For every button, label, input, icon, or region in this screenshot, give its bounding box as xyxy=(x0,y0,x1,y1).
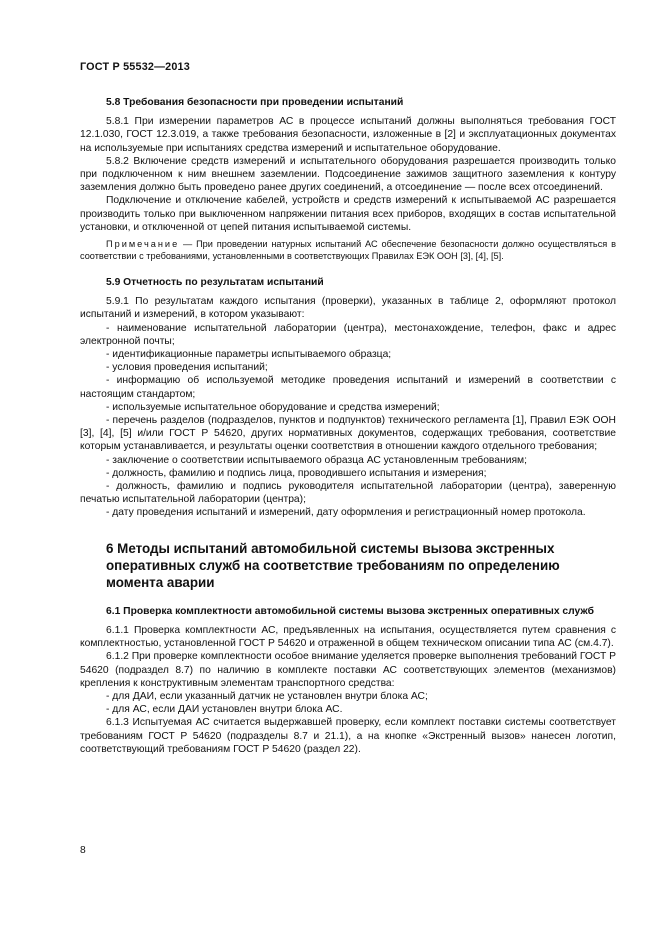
list-item: - перечень разделов (подразделов, пунктов и подпунктов) технического регламента [1], Правил ЕЭК ООН [3], [4], [5] и/или ГОСТ Р 54620, других нормативных документов, содержащих требования, соответствие которым устанавливается, и результаты оценки соответствия в отношении каждого отдельного требования; xyxy=(80,415,616,453)
section-5-8-title: 5.8 Требования безопасности при проведении испытаний xyxy=(106,97,404,108)
paragraph-5-8-2: 5.8.2 Включение средств измерений и испытательного оборудования разрешается производить только при подключенном к ним внешнем заземлении. Подсоединение зажимов защитного заземления к контуру заземления должно быть проведено ранее других соединений, а отсоединение — после всех отсоединений. xyxy=(80,155,616,194)
paragraph-6-1-2: 6.1.2 При проверке комплектности особое внимание уделяется проверке выполнения требований ГОСТ Р 54620 (подраздел 8.7) по наличию в комплекте поставки АС соответствующих элементов (механизмов) крепления к конструктивным элементам транспортного средства: xyxy=(80,651,616,689)
list-item: - для АС, если ДАИ установлен внутри блока АС. xyxy=(106,704,343,716)
section-5-9-title: 5.9 Отчетность по результатам испытаний xyxy=(106,277,324,289)
list-item: - используемые испытательное оборудование и средства измерений; xyxy=(106,401,440,413)
section-6-title: 6 Методы испытаний автомобильной системы вызова экстренных оперативных служб на соответствие требованиям по определению момента аварии xyxy=(106,540,560,590)
paragraph-6-1-3: 6.1.3 Испытуемая АС считается выдержавшей проверку, если комплект поставки системы соответствует требованиям ГОСТ Р 54620 (подразделы 8.7 и 21.1), а на кнопке «Экстренный вызов» нанесен логотип, соответствующий требованиям ГОСТ Р 54620 (раздел 22). xyxy=(80,717,616,755)
paragraph-5-9-1: 5.9.1 По результатам каждого испытания (проверки), указанных в таблице 2, оформляют протокол испытаний и измерений, в котором указывают: xyxy=(80,296,616,321)
paragraph-6-1-1: 6.1.1 Проверка комплектности АС, предъявленных на испытания, осуществляется путем сравнения с комплектностью, установленной ГОСТ Р 54620 и отраженной в общем техническом описании типа АС (см.4.7). xyxy=(80,624,616,650)
list-item: - должность, фамилию и подпись руководителя испытательной лаборатории (центра), заверенную печатью испытательной лаборатории (центра); xyxy=(80,481,616,506)
paragraph-5-8-1: 5.8.1 При измерении параметров АС в процессе испытаний должны выполняться требования ГОСТ 12.1.030, ГОСТ 12.3.019, а также требования безопасности, изложенные в [2] и эксплуатационных документах на используемые при испытаниях средства измерений и испытательное оборудование. xyxy=(80,116,616,154)
list-item: - дату проведения испытаний и измерений, дату оформления и регистрационный номер протокола. xyxy=(106,507,586,519)
document-body xyxy=(80,96,616,756)
note-label: Примечание xyxy=(106,239,180,250)
note-text: — При проведении натурных испытаний АС обеспечение безопасности должно осуществляться в соответствии с требованиями, установленными в соответствующих Правилах ЕЭК ООН [3], [4], [5]. xyxy=(80,239,616,262)
standard-code-header: ГОСТ Р 55532—2013 xyxy=(80,61,190,73)
list-item: - наименование испытательной лаборатории (центра), местонахождение, телефон, факс и адрес электронной почты; xyxy=(80,322,616,347)
section-6-1-title: 6.1 Проверка комплектности автомобильной системы вызова экстренных оперативных служб xyxy=(106,605,595,617)
list-item: - идентификационные параметры испытываемого образца; xyxy=(106,349,392,361)
list-item: - условия проведения испытаний; xyxy=(106,362,268,374)
paragraph-5-8-3: Подключение и отключение кабелей, устройств и средств измерений к испытываемой АС разрешается производить только при выключенном напряжении питания всех приборов, входящих в состав испытательной установки, и отключенной от цепей питания испытываемой системы. xyxy=(80,195,616,233)
page-number: 8 xyxy=(80,845,86,856)
list-item: - заключение о соответствии испытываемого образца АС установленным требованиям; xyxy=(106,454,527,466)
list-item: - должность, фамилию и подпись лица, проводившего испытания и измерения; xyxy=(106,467,487,479)
safety-note xyxy=(80,238,616,262)
list-item: - для ДАИ, если указанный датчик не установлен внутри блока АС; xyxy=(106,690,428,702)
list-item: - информацию об используемой методике проведения испытаний и измерений в соответствии с настоящим стандартом; xyxy=(80,375,616,400)
